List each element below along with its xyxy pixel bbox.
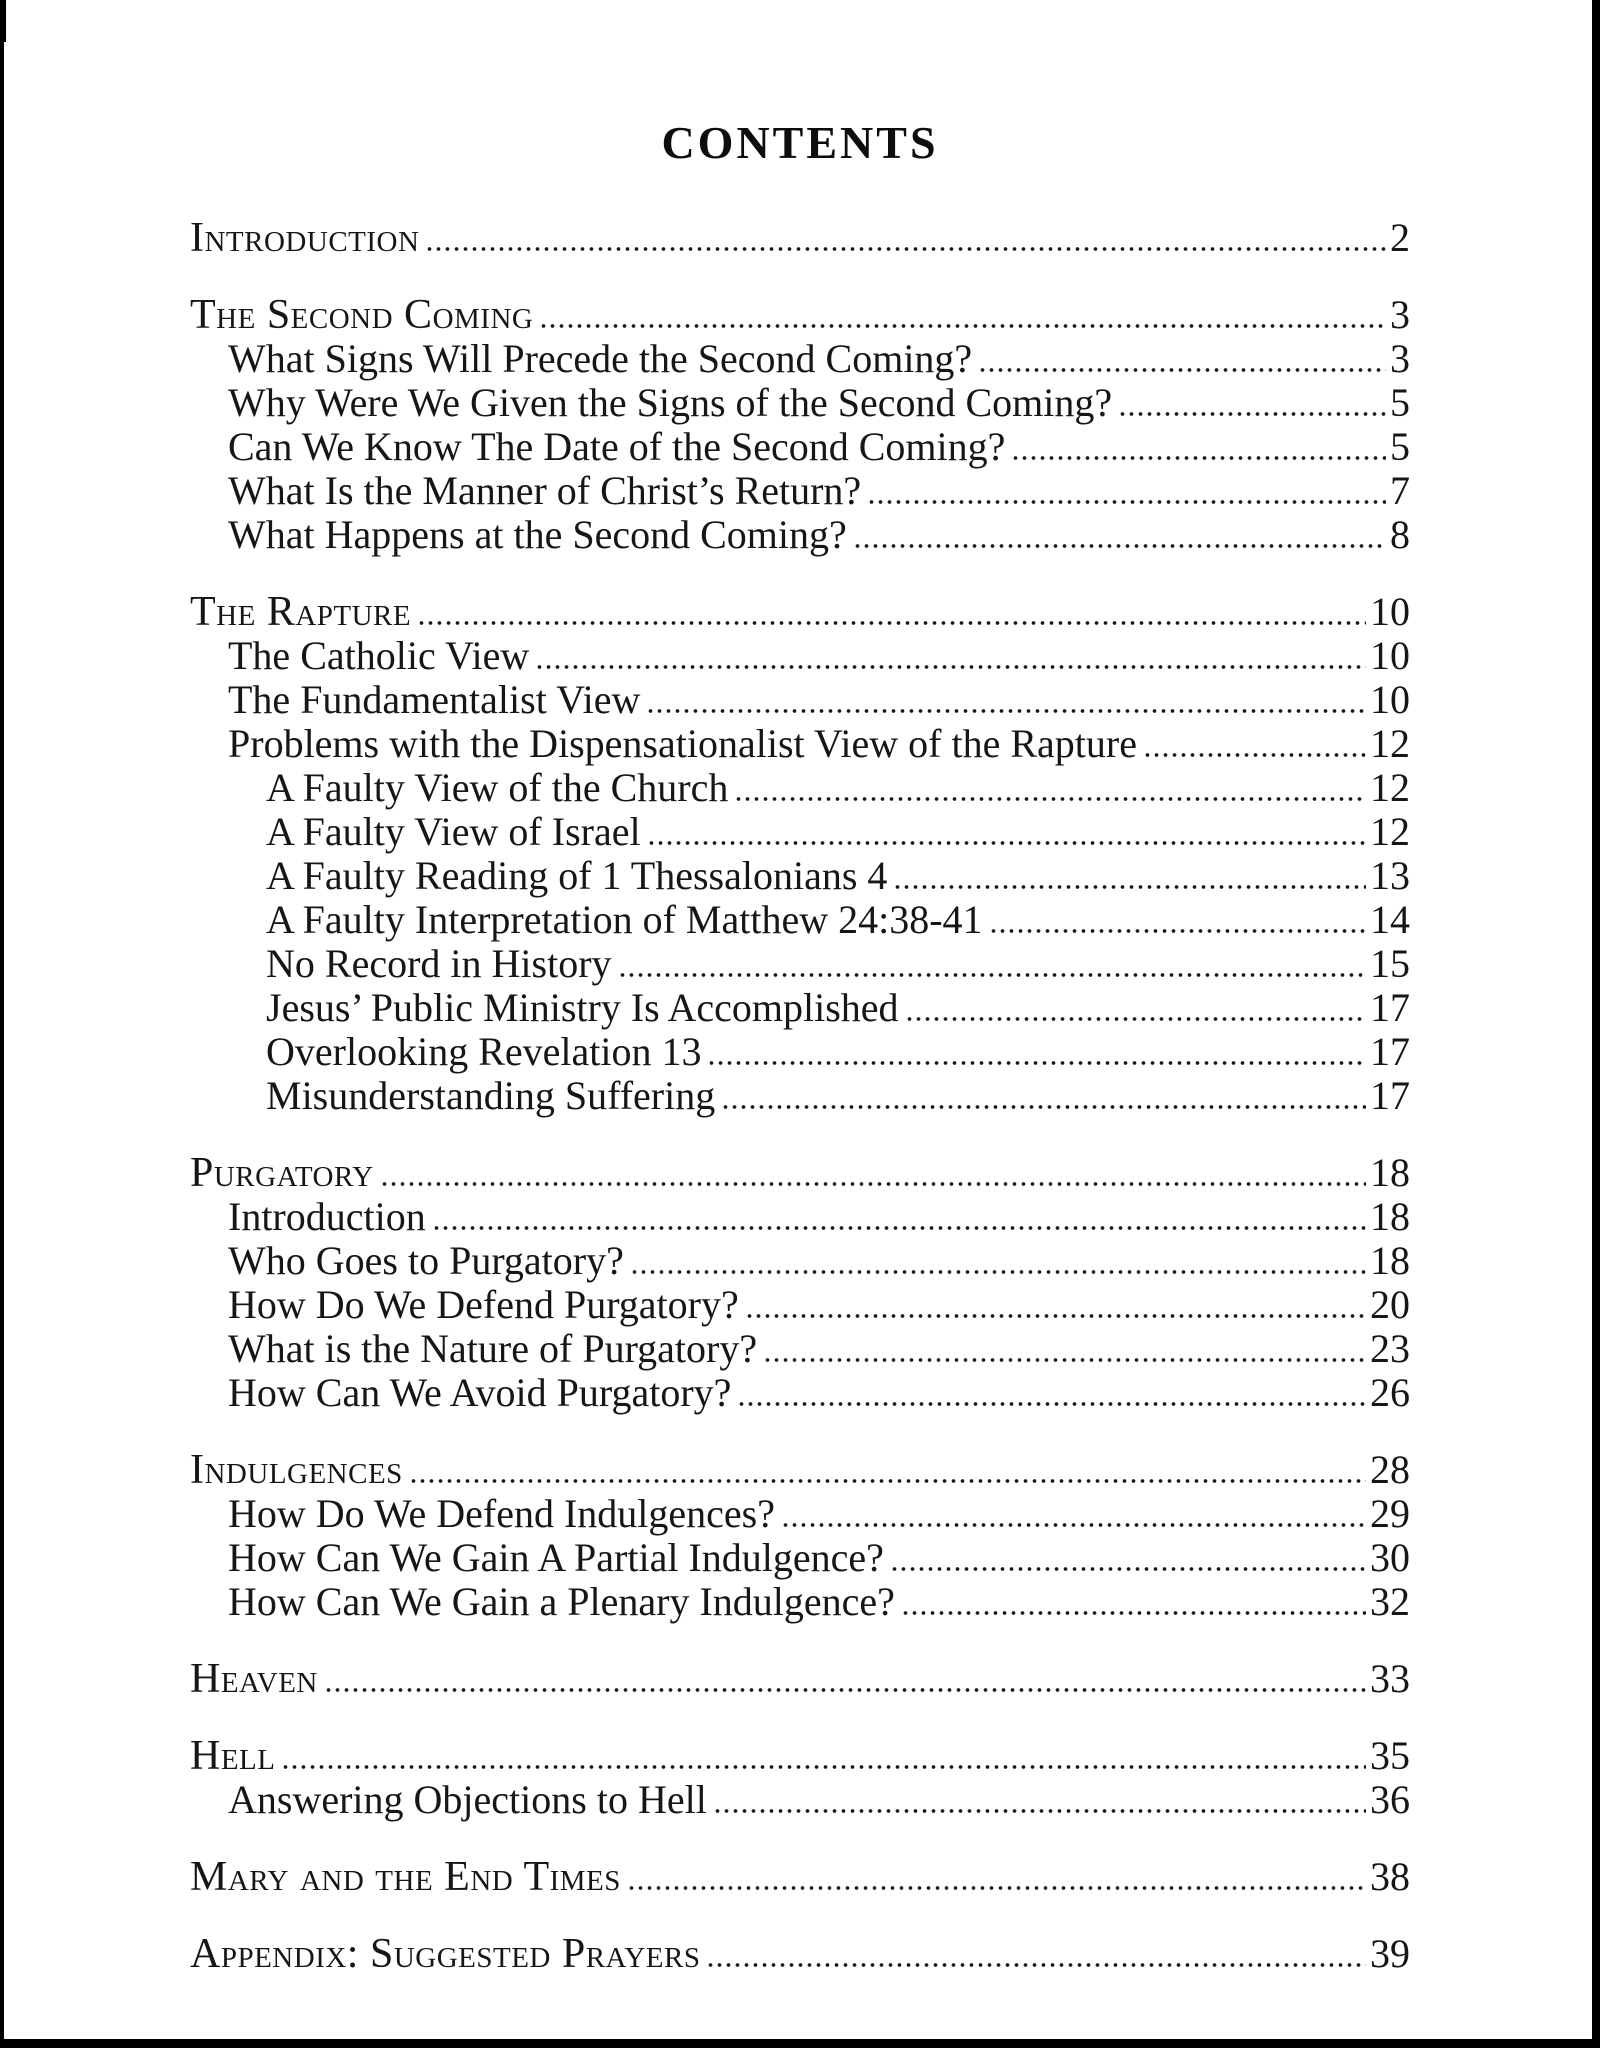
toc-row — [190, 1932, 1410, 1976]
page-title: CONTENTS — [661, 117, 939, 168]
toc-row — [190, 337, 1410, 381]
toc-section — [190, 590, 1410, 1118]
toc-row — [190, 216, 1410, 260]
toc-row — [190, 898, 1410, 942]
toc-entry-label: The Catholic View — [228, 633, 530, 678]
toc-dot-leader — [745, 1312, 1366, 1320]
toc-entry-label: The Second Coming — [190, 292, 534, 338]
toc-dot-leader — [706, 1961, 1366, 1969]
toc-row — [190, 1580, 1410, 1624]
toc-page-number: 14 — [1370, 897, 1410, 942]
toc-row — [190, 942, 1410, 986]
toc-dot-leader — [763, 1356, 1366, 1364]
toc-row — [190, 425, 1410, 469]
toc-entry-label: No Record in History — [266, 941, 612, 986]
toc-page-number: 10 — [1370, 633, 1410, 678]
toc-row — [190, 293, 1410, 337]
toc-section — [190, 1734, 1410, 1822]
toc-dot-leader — [417, 619, 1366, 627]
document-page — [4, 0, 1592, 2039]
toc-row — [190, 1657, 1410, 1701]
toc-dot-leader — [1118, 410, 1386, 418]
toc-page-number: 2 — [1390, 215, 1410, 260]
toc-row — [190, 1855, 1410, 1899]
toc-section — [190, 1657, 1410, 1701]
toc-entry-label: How Can We Gain a Plenary Indulgence? — [228, 1579, 895, 1624]
toc-entry-label: Introduction — [228, 1194, 426, 1239]
toc-row — [190, 1492, 1410, 1536]
toc-dot-leader — [721, 1103, 1366, 1111]
toc-entry-label: What Happens at the Second Coming? — [228, 512, 847, 557]
toc-dot-leader — [853, 542, 1386, 550]
toc-page-number: 10 — [1370, 677, 1410, 722]
toc-row — [190, 590, 1410, 634]
toc-page-number: 30 — [1370, 1535, 1410, 1580]
toc-section — [190, 293, 1410, 557]
toc-entry-label: Who Goes to Purgatory? — [228, 1238, 624, 1283]
toc-dot-leader — [713, 1807, 1366, 1815]
toc-page-number: 39 — [1370, 1931, 1410, 1976]
toc-entry-label: A Faulty View of the Church — [266, 765, 729, 810]
toc-row — [190, 1536, 1410, 1580]
toc-dot-leader — [432, 1224, 1366, 1232]
toc-entry-label: How Can We Avoid Purgatory? — [228, 1370, 732, 1415]
toc-dot-leader — [425, 245, 1386, 253]
toc-page-number: 35 — [1370, 1733, 1410, 1778]
toc-page-number: 3 — [1390, 292, 1410, 337]
toc-page-number: 18 — [1370, 1150, 1410, 1195]
toc-page-number: 10 — [1370, 589, 1410, 634]
toc-row — [190, 1283, 1410, 1327]
toc-row — [190, 1734, 1410, 1778]
toc-page-number: 12 — [1370, 809, 1410, 854]
toc-dot-leader — [734, 795, 1366, 803]
toc-entry-label: Purgatory — [190, 1150, 374, 1196]
toc-page-number: 12 — [1370, 721, 1410, 766]
toc-row — [190, 766, 1410, 810]
toc-entry-label: Introduction — [190, 215, 420, 261]
toc-page-number: 32 — [1370, 1579, 1410, 1624]
toc-row — [190, 1195, 1410, 1239]
toc-row — [190, 986, 1410, 1030]
toc-entry-label: What Signs Will Precede the Second Coming? — [228, 336, 973, 381]
toc-row — [190, 1074, 1410, 1118]
toc-page-number: 18 — [1370, 1238, 1410, 1283]
toc-entry-label: Overlooking Revelation 13 — [266, 1029, 702, 1074]
toc-dot-leader — [978, 366, 1386, 374]
toc-row — [190, 854, 1410, 898]
toc-entry-label: A Faulty Interpretation of Matthew 24:38-41 — [266, 897, 983, 942]
toc-dot-leader — [890, 1565, 1366, 1573]
toc-page-number: 20 — [1370, 1282, 1410, 1327]
toc-dot-leader — [867, 498, 1386, 506]
toc-section — [190, 1151, 1410, 1415]
toc-dot-leader — [618, 971, 1366, 979]
toc-dot-leader — [535, 663, 1366, 671]
toc-entry-label: Mary and the End Times — [190, 1854, 621, 1900]
toc-row — [190, 381, 1410, 425]
toc-page-number: 8 — [1390, 512, 1410, 557]
toc-entry-label: Heaven — [190, 1656, 318, 1702]
toc-page-number: 36 — [1370, 1777, 1410, 1822]
toc-entry-label: What is the Nature of Purgatory? — [228, 1326, 758, 1371]
toc-page-number: 7 — [1390, 468, 1410, 513]
toc-entry-label: Why Were We Given the Signs of the Second Coming? — [228, 380, 1113, 425]
toc-entry-label: Misunderstanding Suffering — [266, 1073, 716, 1118]
toc-dot-leader — [646, 707, 1366, 715]
toc-page-number: 12 — [1370, 765, 1410, 810]
toc-dot-leader — [630, 1268, 1366, 1276]
toc-row — [190, 722, 1410, 766]
toc-row — [190, 513, 1410, 557]
toc-list — [190, 216, 1410, 1976]
toc-page-number: 28 — [1370, 1447, 1410, 1492]
toc-row — [190, 1327, 1410, 1371]
toc-dot-leader — [539, 322, 1386, 330]
toc-row — [190, 1371, 1410, 1415]
toc-dot-leader — [380, 1180, 1366, 1188]
toc-dot-leader — [409, 1477, 1366, 1485]
toc-section — [190, 1932, 1410, 1976]
toc-entry-label: Appendix: Suggested Prayers — [190, 1931, 701, 1977]
toc-dot-leader — [781, 1521, 1366, 1529]
toc-page-number: 29 — [1370, 1491, 1410, 1536]
toc-dot-leader — [281, 1763, 1366, 1771]
toc-entry-label: A Faulty View of Israel — [266, 809, 641, 854]
toc-page-number: 5 — [1390, 380, 1410, 425]
toc-dot-leader — [324, 1686, 1366, 1694]
toc-dot-leader — [893, 883, 1366, 891]
toc-entry-label: Jesus’ Public Ministry Is Accomplished — [266, 985, 899, 1030]
toc-row — [190, 1151, 1410, 1195]
toc-page-number: 17 — [1370, 1073, 1410, 1118]
toc-section — [190, 216, 1410, 260]
toc-dot-leader — [901, 1609, 1366, 1617]
toc-page-number: 38 — [1370, 1854, 1410, 1899]
toc-dot-leader — [1011, 454, 1386, 462]
toc-page-number: 15 — [1370, 941, 1410, 986]
toc-row — [190, 678, 1410, 722]
toc-page-number: 17 — [1370, 985, 1410, 1030]
toc-entry-label: Indulgences — [190, 1447, 403, 1493]
toc-section — [190, 1855, 1410, 1899]
toc-dot-leader — [737, 1400, 1366, 1408]
toc-entry-label: Hell — [190, 1733, 276, 1779]
toc-page-number: 13 — [1370, 853, 1410, 898]
toc-dot-leader — [707, 1059, 1366, 1067]
toc-entry-label: Answering Objections to Hell — [228, 1777, 707, 1822]
toc-entry-label: The Fundamentalist View — [228, 677, 641, 722]
toc-dot-leader — [1143, 751, 1366, 759]
toc-dot-leader — [647, 839, 1366, 847]
toc-row — [190, 1778, 1410, 1822]
toc-dot-leader — [989, 927, 1366, 935]
toc-entry-label: How Do We Defend Indulgences? — [228, 1491, 775, 1536]
toc-row — [190, 810, 1410, 854]
toc-entry-label: How Do We Defend Purgatory? — [228, 1282, 739, 1327]
toc-entry-label: What Is the Manner of Christ’s Return? — [228, 468, 862, 513]
toc-row — [190, 1239, 1410, 1283]
toc-dot-leader — [905, 1015, 1366, 1023]
toc-page-number: 18 — [1370, 1194, 1410, 1239]
toc-entry-label: How Can We Gain A Partial Indulgence? — [228, 1535, 884, 1580]
toc-dot-leader — [627, 1884, 1366, 1892]
toc-row — [190, 1030, 1410, 1074]
toc-page-number: 33 — [1370, 1656, 1410, 1701]
toc-page-number: 23 — [1370, 1326, 1410, 1371]
toc-entry-label: The Rapture — [190, 589, 412, 635]
toc-entry-label: Problems with the Dispensationalist View of the Rapture — [228, 721, 1137, 766]
toc-section — [190, 1448, 1410, 1624]
toc-page-number: 17 — [1370, 1029, 1410, 1074]
toc-row — [190, 634, 1410, 678]
scan-edge-mark — [0, 0, 6, 42]
toc-row — [190, 469, 1410, 513]
toc-row — [190, 1448, 1410, 1492]
toc-page-number: 5 — [1390, 424, 1410, 469]
toc-page-number: 3 — [1390, 336, 1410, 381]
toc-entry-label: Can We Know The Date of the Second Coming? — [228, 424, 1006, 469]
toc-entry-label: A Faulty Reading of 1 Thessalonians 4 — [266, 853, 888, 898]
toc-page-number: 26 — [1370, 1370, 1410, 1415]
